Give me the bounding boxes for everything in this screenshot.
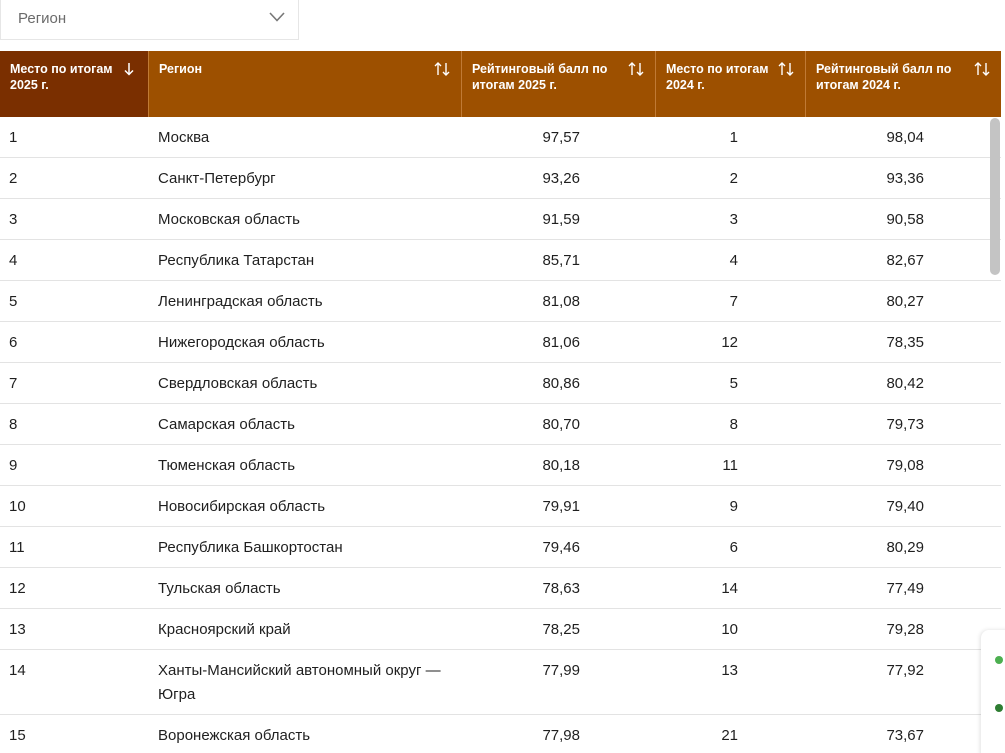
cell-place-2024: 10: [721, 621, 738, 638]
cell-place-2024: 1: [729, 129, 738, 146]
sort-desc-icon: [120, 61, 138, 77]
table-row: [0, 568, 1001, 609]
table-row: [0, 240, 1001, 281]
table-row: [0, 158, 1001, 199]
sort-both-icon: [627, 61, 645, 77]
cell-place-2024: 2: [729, 170, 738, 187]
table-row: [0, 445, 1001, 486]
column-header-score-2024[interactable]: [806, 51, 1001, 117]
table-row: [0, 322, 1001, 363]
cell-score-2024: 79,28: [886, 621, 924, 638]
cell-place-2025: 6: [9, 334, 18, 351]
cell-region: Ханты-Мансийский автономный округ — Югра: [158, 662, 441, 703]
column-header-place-2024[interactable]: [656, 51, 806, 117]
table-row: [0, 650, 1001, 715]
cell-score-2025: 79,91: [542, 498, 580, 515]
cell-region: Московская область: [158, 211, 300, 228]
cell-score-2024: 98,04: [886, 129, 924, 146]
cell-region: Тюменская область: [158, 457, 296, 474]
sort-both-icon: [777, 61, 795, 77]
cell-score-2024: 80,29: [886, 539, 924, 556]
cell-place-2025: 11: [9, 539, 25, 556]
column-header-region[interactable]: [149, 51, 462, 117]
cell-place-2024: 4: [729, 252, 738, 269]
cell-place-2025: 7: [9, 375, 18, 392]
cell-place-2024: 14: [721, 580, 738, 597]
region-filter-dropdown[interactable]: [0, 0, 299, 40]
cell-region: Республика Башкортостан: [158, 539, 343, 556]
cell-place-2025: 3: [9, 211, 18, 228]
cell-score-2024: 77,92: [886, 662, 924, 679]
region-filter-placeholder: Регион: [18, 10, 67, 27]
cell-region: Москва: [158, 129, 210, 146]
table-row: [0, 117, 1001, 158]
column-header-label: Место по итогам 2024 г.: [666, 62, 769, 92]
cell-place-2024: 12: [721, 334, 738, 351]
cell-score-2024: 73,67: [886, 727, 924, 744]
cell-place-2024: 21: [721, 727, 738, 744]
cell-score-2025: 77,99: [542, 662, 580, 679]
column-header-place-2025[interactable]: [0, 51, 149, 117]
cell-place-2025: 5: [9, 293, 18, 310]
table-row: [0, 199, 1001, 240]
cell-score-2025: 77,98: [542, 727, 580, 744]
cell-score-2025: 93,26: [542, 170, 580, 187]
cell-place-2025: 9: [9, 457, 18, 474]
cell-place-2024: 3: [729, 211, 738, 228]
cell-score-2025: 79,46: [542, 539, 580, 556]
cell-place-2025: 4: [9, 252, 18, 269]
cell-score-2024: 80,27: [886, 293, 924, 310]
cell-place-2024: 5: [729, 375, 738, 392]
cell-score-2024: 93,36: [886, 170, 924, 187]
cell-place-2024: 9: [729, 498, 738, 515]
cell-place-2025: 13: [9, 621, 26, 638]
cell-score-2025: 78,63: [542, 580, 580, 597]
cell-place-2025: 8: [9, 416, 18, 433]
cell-region: Воронежская область: [158, 727, 311, 744]
cell-score-2024: 77,49: [886, 580, 924, 597]
cell-place-2025: 10: [9, 498, 26, 515]
cell-region: Ленинградская область: [158, 293, 323, 310]
cell-place-2025: 1: [9, 129, 18, 146]
table-row: [0, 281, 1001, 322]
cell-place-2024: 11: [722, 457, 738, 474]
cell-region: Санкт-Петербург: [158, 170, 276, 187]
cell-region: Тульская область: [158, 580, 281, 597]
table-scrollbar[interactable]: [990, 118, 1000, 275]
cell-place-2024: 13: [721, 662, 738, 679]
table-row: [0, 715, 1001, 753]
cell-score-2024: 79,40: [886, 498, 924, 515]
table-row: [0, 363, 1001, 404]
cell-score-2024: 79,08: [886, 457, 924, 474]
cell-score-2025: 97,57: [542, 129, 580, 146]
cell-place-2025: 15: [9, 727, 26, 744]
chevron-down-icon: [268, 11, 286, 23]
cell-place-2024: 7: [729, 293, 738, 310]
column-header-label: Рейтинговый балл по итогам 2025 г.: [472, 62, 608, 92]
cell-place-2025: 2: [9, 170, 18, 187]
status-dot-icon: [995, 704, 1003, 712]
status-dot-icon: [995, 656, 1003, 664]
table-header: [0, 51, 1001, 117]
column-header-label: Регион: [159, 62, 203, 76]
table-row: [0, 486, 1001, 527]
floating-side-widget[interactable]: [981, 630, 1005, 753]
table-row: [0, 527, 1001, 568]
cell-score-2024: 78,35: [886, 334, 924, 351]
table-row: [0, 609, 1001, 650]
cell-region: Красноярский край: [158, 621, 291, 638]
cell-place-2025: 12: [9, 580, 26, 597]
cell-region: Самарская область: [158, 416, 295, 433]
table-body: [0, 117, 1001, 753]
cell-score-2025: 81,06: [542, 334, 580, 351]
cell-score-2024: 79,73: [886, 416, 924, 433]
cell-place-2024: 6: [729, 539, 738, 556]
cell-score-2025: 80,70: [542, 416, 580, 433]
cell-score-2025: 91,59: [542, 211, 580, 228]
cell-place-2024: 8: [729, 416, 738, 433]
cell-region: Республика Татарстан: [158, 252, 315, 269]
cell-score-2025: 78,25: [542, 621, 580, 638]
cell-score-2025: 85,71: [542, 252, 580, 269]
table-row: [0, 404, 1001, 445]
cell-region: Свердловская область: [158, 375, 318, 392]
cell-region: Нижегородская область: [158, 334, 325, 351]
cell-score-2025: 80,18: [542, 457, 580, 474]
column-header-label: Рейтинговый балл по итогам 2024 г.: [816, 62, 952, 92]
cell-score-2024: 80,42: [886, 375, 924, 392]
sort-both-icon: [433, 61, 451, 77]
cell-place-2025: 14: [9, 662, 26, 679]
cell-score-2024: 90,58: [886, 211, 924, 228]
cell-score-2025: 81,08: [542, 293, 580, 310]
column-header-score-2025[interactable]: [462, 51, 656, 117]
rating-table: [0, 51, 1001, 753]
sort-both-icon: [973, 61, 991, 77]
cell-score-2024: 82,67: [886, 252, 924, 269]
cell-score-2025: 80,86: [542, 375, 580, 392]
column-header-label: Место по итогам 2025 г.: [10, 62, 113, 92]
cell-region: Новосибирская область: [158, 498, 326, 515]
